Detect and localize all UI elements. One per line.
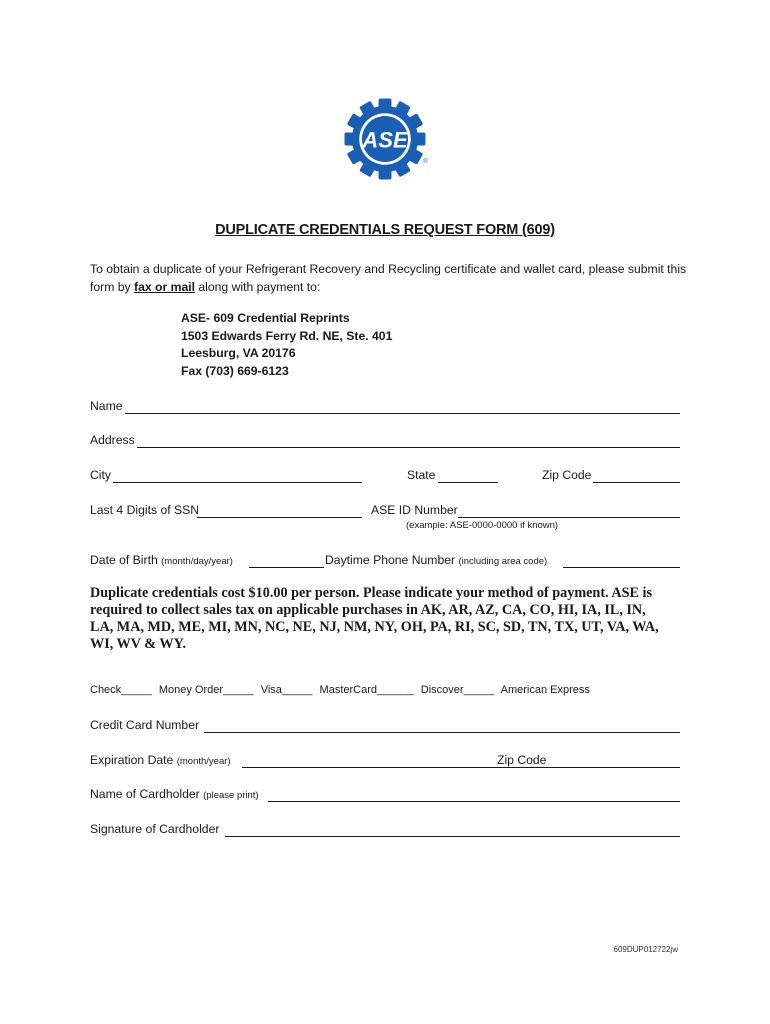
intro-part-2: along with payment to:: [195, 280, 321, 294]
ssn-label: Last 4 Digits of SSN: [90, 503, 200, 517]
address-line: Fax (703) 669-6123: [181, 363, 289, 378]
cardholder-field[interactable]: [268, 801, 680, 802]
dob-label-text: Date of Birth: [90, 553, 158, 567]
city-state-zip-row: [90, 468, 680, 486]
name-label: Name: [90, 399, 123, 413]
ase-logo: [339, 93, 431, 185]
card-zip-field[interactable]: [497, 767, 680, 768]
zip-label: Zip Code: [542, 468, 592, 482]
ase-id-note: (example: ASE-0000-0000 if known): [406, 520, 559, 531]
intro-part-1: To obtain a duplicate of your Refrigerant Recovery and Recycling certificate and wallet card, please submit this form by: [90, 262, 687, 294]
address-row: [90, 433, 680, 451]
signature-label: Signature of Cardholder: [90, 822, 220, 836]
signature-field[interactable]: [225, 836, 680, 837]
name-field[interactable]: [125, 413, 680, 414]
signature-row: [90, 822, 680, 840]
payment-money-order[interactable]: Money Order_____: [158, 684, 254, 696]
cardholder-hint: (please print): [203, 790, 259, 801]
expiration-label: [90, 753, 231, 767]
ssn-ase-row: [90, 503, 680, 521]
cardholder-row: [90, 787, 680, 805]
cardholder-label-text: Name of Cardholder: [90, 787, 200, 801]
address-label: Address: [90, 433, 135, 447]
ase-id-label: ASE ID Number: [371, 503, 458, 517]
phone-hint: (including area code): [458, 556, 548, 567]
dob-field[interactable]: [249, 567, 324, 568]
payment-methods: [90, 684, 594, 696]
expiration-hint: (month/year): [176, 756, 231, 767]
card-number-label: Credit Card Number: [90, 718, 200, 732]
address-line: Leesburg, VA 20176: [181, 346, 296, 360]
cost-notice: Duplicate credentials cost $10.00 per person. Please indicate your method of payment. ASE is required to collect sales tax on applicable purchases in AK, AR, AZ, CA, CO, HI, IA, IL, IN, LA, MA, MD, ME, MI, MN, NC, NE, NJ, NM, NY, OH, PA, RI, SC, SD, TN, TX, UT, VA, WA, WI, WV & WY.: [90, 585, 659, 652]
zip-field[interactable]: [593, 482, 680, 483]
card-number-field[interactable]: [204, 732, 680, 733]
card-number-row: [90, 718, 680, 736]
ase-id-field[interactable]: [458, 517, 680, 518]
state-field[interactable]: [438, 482, 498, 483]
mailing-address: [181, 310, 392, 380]
address-field[interactable]: [137, 447, 680, 448]
ssn-field[interactable]: [197, 517, 362, 518]
form-title: DUPLICATE CREDENTIALS REQUEST FORM (609): [215, 222, 555, 238]
phone-label-text: Daytime Phone Number: [325, 553, 456, 567]
city-label: City: [90, 468, 111, 482]
expiration-label-text: Expiration Date: [90, 753, 174, 767]
card-zip-label: Zip Code: [497, 753, 547, 767]
payment-visa[interactable]: Visa_____: [260, 684, 313, 696]
dob-hint: (month/day/year): [161, 556, 233, 567]
expiration-row: [90, 753, 680, 771]
state-label: State: [407, 468, 436, 482]
payment-amex[interactable]: American Express: [500, 684, 590, 696]
name-row: [90, 399, 680, 417]
payment-mastercard[interactable]: MasterCard______: [319, 684, 414, 696]
city-field[interactable]: [113, 482, 362, 483]
dob-label: [90, 553, 233, 567]
dob-phone-row: [90, 553, 680, 571]
expiration-field[interactable]: [242, 767, 497, 768]
phone-label: [325, 553, 547, 567]
payment-check[interactable]: Check_____: [90, 684, 152, 696]
form-code: 609DUP012722jw: [613, 945, 678, 954]
intro-text: [90, 260, 690, 296]
intro-emphasis: fax or mail: [134, 280, 195, 294]
payment-discover[interactable]: Discover_____: [420, 684, 495, 696]
address-line: 1503 Edwards Ferry Rd. NE, Ste. 401: [181, 328, 393, 343]
phone-field[interactable]: [563, 567, 680, 568]
cardholder-label: [90, 787, 259, 801]
registered-mark: ®: [423, 157, 428, 165]
address-line: ASE- 609 Credential Reprints: [181, 311, 350, 325]
ase-logo-text: ASE: [362, 127, 408, 153]
